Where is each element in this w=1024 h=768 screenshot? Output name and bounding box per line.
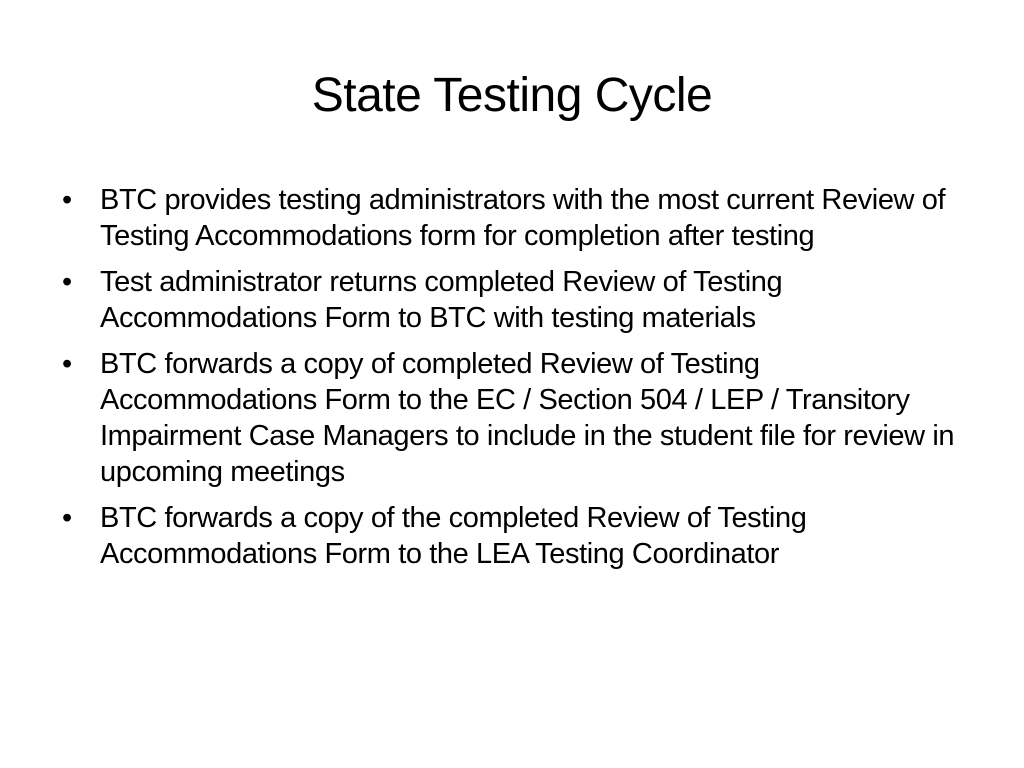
bullet-text: BTC provides testing administrators with the most current Review of Testing Accommodations form for completion after testing — [100, 184, 946, 252]
bullet-item — [62, 182, 972, 254]
bullet-item — [62, 346, 972, 490]
bullet-dot-icon: • — [62, 184, 72, 216]
bullet-list — [62, 182, 972, 582]
bullet-item — [62, 264, 972, 336]
bullet-text: Test administrator returns completed Review of Testing Accommodations Form to BTC with testing materials — [100, 266, 783, 334]
bullet-item — [62, 500, 972, 572]
bullet-dot-icon: • — [62, 348, 72, 380]
bullet-dot-icon: • — [62, 502, 72, 534]
bullet-text: BTC forwards a copy of completed Review of Testing Accommodations Form to the EC / Section 504 / LEP / Transitory Impairment Case Managers to include in the student file for review in upcoming meetings — [100, 348, 955, 488]
slide-title: State Testing Cycle — [311, 69, 713, 122]
bullet-text: BTC forwards a copy of the completed Review of Testing Accommodations Form to the LEA Testing Coordinator — [100, 502, 807, 570]
bullet-dot-icon: • — [62, 266, 72, 298]
